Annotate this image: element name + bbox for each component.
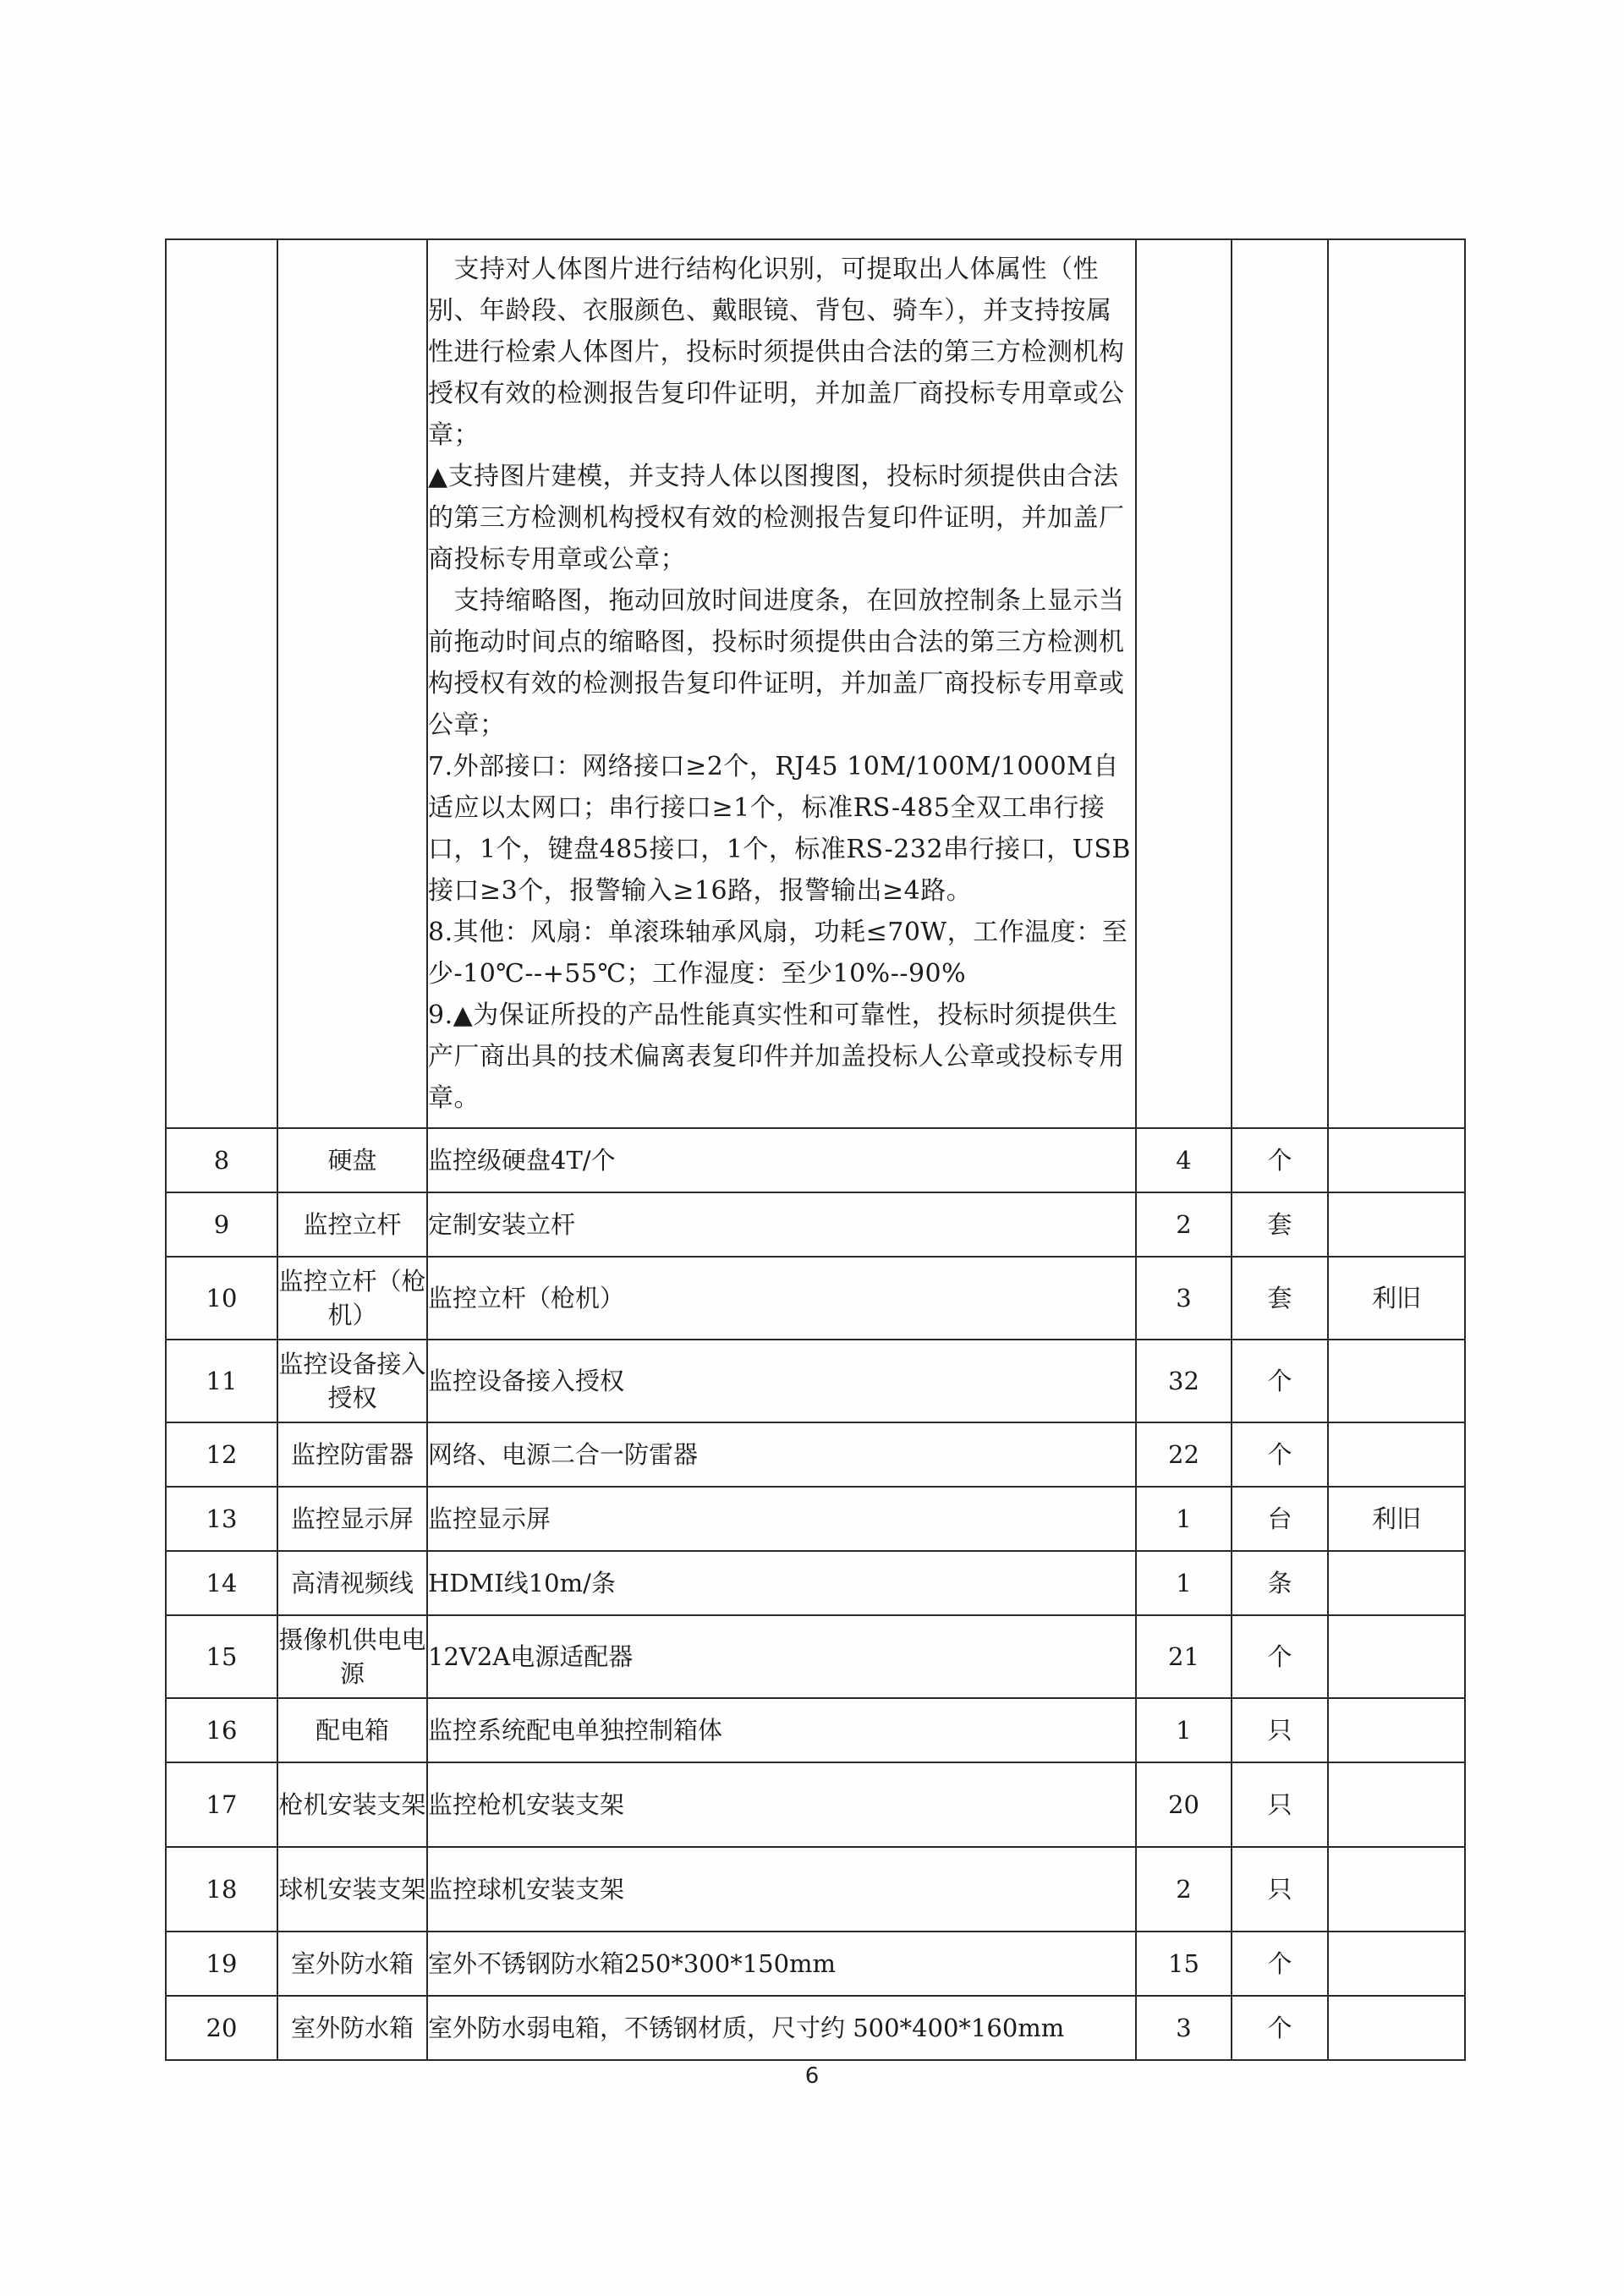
cell-no: 13	[166, 1487, 277, 1551]
cell-spec: 监控设备接入授权	[427, 1340, 1136, 1422]
cell-spec: 室外不锈钢防水箱250*300*150mm	[427, 1932, 1136, 1996]
cell-spec: 监控系统配电单独控制箱体	[427, 1698, 1136, 1762]
cell-qty: 4	[1136, 1128, 1232, 1192]
cell-no: 17	[166, 1762, 277, 1847]
cell-note	[1328, 1340, 1465, 1422]
page-number: 6	[804, 2063, 820, 2089]
cell-no: 12	[166, 1422, 277, 1487]
cell-note	[1328, 1932, 1465, 1996]
cell-unit: 只	[1232, 1698, 1328, 1762]
table-row	[166, 1340, 1465, 1422]
cell-note	[1328, 1615, 1465, 1698]
cell-qty: 22	[1136, 1422, 1232, 1487]
spec-paragraph: 支持缩略图，拖动回放时间进度条，在回放控制条上显示当前拖动时间点的缩略图，投标时须提供由合法的第三方检测机构授权有效的检测报告复印件证明，并加盖厂商投标专用章或公章；	[428, 586, 1125, 740]
cell-qty: 1	[1136, 1487, 1232, 1551]
table-row	[166, 1762, 1465, 1847]
spec-paragraph: 支持对人体图片进行结构化识别，可提取出人体属性（性别、年龄段、衣服颜色、戴眼镜、背包、骑车），并支持按属性进行检索人体图片，投标时须提供由合法的第三方检测机构授权有效的检测报告复印件证明，并加盖厂商投标专用章或公章；	[428, 255, 1125, 450]
cell-qty: 3	[1136, 1257, 1232, 1340]
cell-unit: 套	[1232, 1192, 1328, 1257]
cell-no: 15	[166, 1615, 277, 1698]
cell-qty: 1	[1136, 1698, 1232, 1762]
cell-unit: 个	[1232, 1128, 1328, 1192]
cell-unit: 个	[1232, 1996, 1328, 2060]
equipment-spec-table	[165, 238, 1466, 2061]
cell-no	[166, 239, 277, 1128]
cell-note	[1328, 1192, 1465, 1257]
cell-name: 硬盘	[277, 1128, 427, 1192]
table-row	[166, 1847, 1465, 1932]
cell-note	[1328, 239, 1465, 1128]
cell-qty: 15	[1136, 1932, 1232, 1996]
cell-note	[1328, 1128, 1465, 1192]
table-row	[166, 1996, 1465, 2060]
cell-note: 利旧	[1328, 1257, 1465, 1340]
cell-no: 8	[166, 1128, 277, 1192]
table-row	[166, 1422, 1465, 1487]
cell-no: 9	[166, 1192, 277, 1257]
cell-name: 配电箱	[277, 1698, 427, 1762]
cell-spec: 监控立杆（枪机）	[427, 1257, 1136, 1340]
cell-note	[1328, 1762, 1465, 1847]
cell-unit: 套	[1232, 1257, 1328, 1340]
cell-name: 球机安装支架	[277, 1847, 427, 1932]
cell-qty: 3	[1136, 1996, 1232, 2060]
table-row	[166, 1487, 1465, 1551]
cell-spec: HDMI线10m/条	[427, 1551, 1136, 1615]
cell-qty: 2	[1136, 1192, 1232, 1257]
spec-paragraph: ▲支持图片建模，并支持人体以图搜图，投标时须提供由合法的第三方检测机构授权有效的检测报告复印件证明，并加盖厂商投标专用章或公章；	[428, 462, 1125, 574]
cell-unit: 台	[1232, 1487, 1328, 1551]
cell-spec: 网络、电源二合一防雷器	[427, 1422, 1136, 1487]
cell-qty: 20	[1136, 1762, 1232, 1847]
cell-name: 高清视频线	[277, 1551, 427, 1615]
cell-name: 监控立杆（枪机）	[277, 1257, 427, 1340]
cell-name: 监控防雷器	[277, 1422, 427, 1487]
cell-unit: 只	[1232, 1847, 1328, 1932]
cell-name: 监控设备接入授权	[277, 1340, 427, 1422]
cell-name: 室外防水箱	[277, 1932, 427, 1996]
cell-no: 20	[166, 1996, 277, 2060]
cell-no: 14	[166, 1551, 277, 1615]
cell-spec: 监控显示屏	[427, 1487, 1136, 1551]
cell-spec: 监控球机安装支架	[427, 1847, 1136, 1932]
cell-note: 利旧	[1328, 1487, 1465, 1551]
cell-note	[1328, 1422, 1465, 1487]
spec-paragraph: 9.▲为保证所投的产品性能真实性和可靠性，投标时须提供生产厂商出具的技术偏离表复印件并加盖投标人公章或投标专用章。	[428, 1000, 1125, 1113]
cell-qty: 32	[1136, 1340, 1232, 1422]
cell-spec: 室外防水弱电箱，不锈钢材质，尺寸约 500*400*160mm	[427, 1996, 1136, 2060]
table-row-continuation	[166, 239, 1465, 1128]
table-row	[166, 1257, 1465, 1340]
cell-qty	[1136, 239, 1232, 1128]
cell-no: 11	[166, 1340, 277, 1422]
cell-note	[1328, 1551, 1465, 1615]
cell-unit: 个	[1232, 1340, 1328, 1422]
cell-spec: 监控枪机安装支架	[427, 1762, 1136, 1847]
cell-name	[277, 239, 427, 1128]
cell-unit: 只	[1232, 1762, 1328, 1847]
cell-unit: 个	[1232, 1422, 1328, 1487]
cell-no: 19	[166, 1932, 277, 1996]
cell-note	[1328, 1996, 1465, 2060]
table-row	[166, 1551, 1465, 1615]
table-row	[166, 1615, 1465, 1698]
cell-name: 室外防水箱	[277, 1996, 427, 2060]
table-row	[166, 1698, 1465, 1762]
table-row	[166, 1932, 1465, 1996]
cell-note	[1328, 1847, 1465, 1932]
cell-qty: 1	[1136, 1551, 1232, 1615]
cell-spec-continuation	[427, 239, 1136, 1128]
spec-paragraph: 7.外部接口：网络接口≥2个，RJ45 10M/100M/1000M自适应以太网口；串行接口≥1个，标准RS-485全双工串行接口，1个，键盘485接口，1个，标准RS-232串行接口，USB接口≥3个，报警输入≥16路，报警输出≥4路。	[428, 752, 1131, 906]
spec-paragraph: 8.其他：风扇：单滚珠轴承风扇，功耗≤70W，工作温度：至少-10℃--+55℃；工作湿度：至少10%--90%	[428, 918, 1128, 989]
cell-name: 监控立杆	[277, 1192, 427, 1257]
cell-qty: 2	[1136, 1847, 1232, 1932]
cell-note	[1328, 1698, 1465, 1762]
cell-qty: 21	[1136, 1615, 1232, 1698]
cell-name: 监控显示屏	[277, 1487, 427, 1551]
cell-unit: 个	[1232, 1932, 1328, 1996]
cell-name: 摄像机供电电源	[277, 1615, 427, 1698]
cell-name: 枪机安装支架	[277, 1762, 427, 1847]
cell-spec: 12V2A电源适配器	[427, 1615, 1136, 1698]
cell-spec: 定制安装立杆	[427, 1192, 1136, 1257]
cell-unit: 条	[1232, 1551, 1328, 1615]
cell-no: 16	[166, 1698, 277, 1762]
table-row	[166, 1128, 1465, 1192]
cell-spec: 监控级硬盘4T/个	[427, 1128, 1136, 1192]
cell-unit	[1232, 239, 1328, 1128]
cell-unit: 个	[1232, 1615, 1328, 1698]
cell-no: 18	[166, 1847, 277, 1932]
table-row	[166, 1192, 1465, 1257]
cell-no: 10	[166, 1257, 277, 1340]
